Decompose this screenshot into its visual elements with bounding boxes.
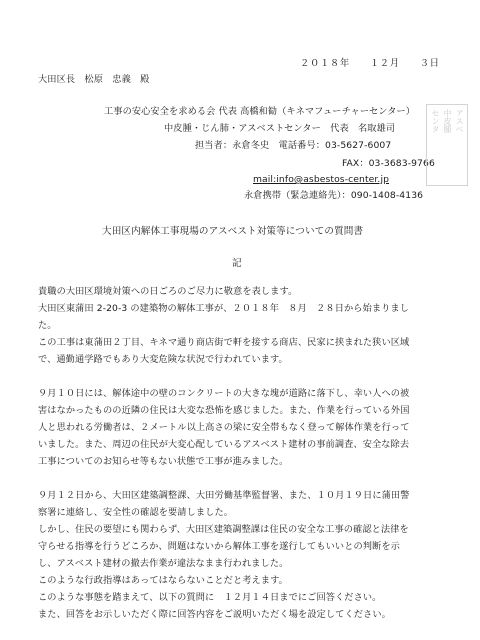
body-line: で、通勤通学路でもあり大変危険な状況で行われています。 bbox=[38, 354, 288, 365]
body-line: し、アスベスト建材の撤去作業が違法なまま行われました。 bbox=[38, 558, 289, 569]
ki-heading: 記 bbox=[232, 258, 242, 269]
document-date: ２０１８年 １２月 ３日 bbox=[300, 58, 440, 69]
seal-text-3: センタ bbox=[431, 109, 440, 133]
sender-emergency-phone: 永倉携帯（緊急連絡先）：090-1408-4136 bbox=[244, 190, 424, 201]
body-line: た。 bbox=[38, 320, 57, 331]
body-line: 工事についてのお知らせ等もない状態で工事が進みました。 bbox=[38, 456, 289, 467]
sender-email bbox=[253, 174, 389, 186]
body-line: このような行政指導はあってはならないことだと考えます。 bbox=[38, 575, 288, 586]
body-line: しかし、住民の要望にも関わらず、大田区建築調整課は住民の安全な工事の確認と法律を bbox=[38, 524, 409, 535]
body-line: ９月１０日には、解体途中の壁のコンクリートの大きな塊が道路に落下し、幸い人への被 bbox=[38, 388, 410, 399]
body-line: このような事態を踏まえて、以下の質問に １２月１４日までにご回答ください。 bbox=[38, 592, 382, 603]
body-line: 人と思われる労働者は、２メートル以上高さの梁に安全帯もなく登って解体作業を行って bbox=[38, 422, 410, 433]
body-line: 害はなかったものの近隣の住民は大変な恐怖を感じました。また、作業を行っている外国 bbox=[38, 405, 410, 416]
body-line: 守らせる指導を行うどころか、問題はないから解体工事を遂行してもいいとの判断を示 bbox=[38, 541, 400, 552]
seal-text-2: 中皮腫 bbox=[443, 109, 452, 133]
sender-contact-phone: 担当者：永倉冬史 電話番号：03-5627-6007 bbox=[195, 140, 392, 151]
body-line: この工事は東蒲田２丁目、キネマ通り商店街で軒を接する商店、民家に挟まれた狭い区域 bbox=[38, 337, 410, 348]
sender-email-value[interactable]: mail:info@asbestos-center.jp bbox=[253, 174, 390, 185]
seal-text-1: アスベ bbox=[455, 109, 464, 133]
sender-organization-1: 工事の安心安全を求める会 代表 高橋和勧（キネマフューチャーセンター） bbox=[104, 106, 416, 117]
body-line: 察署に連絡し、安全性の確認を要請しました。 bbox=[38, 507, 234, 518]
body-line: 貴職の大田区環境対策への日ごろのご尽力に敬意を表します。 bbox=[38, 286, 298, 297]
document-title: 大田区内解体工事現場のアスベスト対策等についての質問書 bbox=[102, 226, 364, 237]
body-line: 大田区東蒲田 2-20-3 の建築物の解体工事が、２０１８年 ８月 ２８日から始まりまし bbox=[38, 303, 410, 314]
body-line: いました。また、周辺の住民が大変心配しているアスベスト建材の事前調査、安全な除去 bbox=[38, 439, 410, 450]
body-line: また、回答をお示しいただく際に回答内容をご説明いただく場を設定してください。 bbox=[38, 609, 391, 620]
sender-fax: FAX：03-3683-9766 bbox=[342, 158, 435, 169]
body-line: ９月１２日から、大田区建築調整課、大田労働基準監督署、また、１０月１９日に蒲田警 bbox=[38, 490, 410, 501]
organization-seal bbox=[426, 104, 468, 186]
sender-organization-2: 中皮腫・じん肺・アスベストセンター 代表 名取雄司 bbox=[164, 123, 396, 134]
addressee: 大田区長 松原 忠義 殿 bbox=[38, 74, 150, 85]
